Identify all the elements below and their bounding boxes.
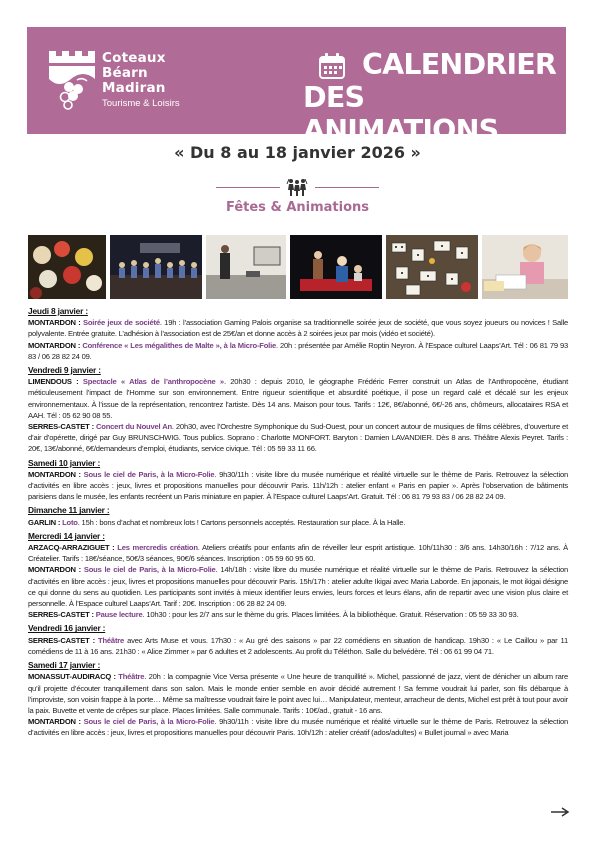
event-item [28, 716, 568, 738]
photo-theatre-stage [206, 235, 286, 299]
brand-block [102, 51, 180, 110]
event-title: Sous le ciel de Paris, à la Micro-Folie [83, 717, 215, 727]
event-details: . 9h30/11h : visite libre du musée numérique et réalité virtuelle sur le thème de Paris. Retrouvez la sélection d’activités en libre accès : jeux, livres et propositions manuelles pour découvrir Paris. 10h/12h : atelier créatif (ados/adultes) « Bullet journal » avec Maria [28, 717, 568, 738]
event-place: ARZACQ-ARRAZIGUET : [28, 543, 115, 553]
event-place: GARLIN : [28, 517, 61, 527]
event-details: . 14h/18h : visite libre du musée numérique et réalité virtuelle sur le thème de Paris. Retrouvez la sélection d’activités en libre accès : jeux, livres et propositions manuelles pour découvrir Paris. 15h/17h : atelier adulte Ikigai avec Maria Laborde. En japonais, le mot ikigai désigne ce qui donne du sens au quotidien. Les participants sont invités à mieux identifier leurs envies, leurs forces et leurs élans, afin de repartir avec une vision plus claire et personnelle. À l’Espace culturel Laaps’Art. Tarif : 20€. Inscription : 06 28 82 24 09. [28, 565, 569, 609]
period-heading: « Du 8 au 18 janvier 2026 » [174, 143, 421, 162]
banner-title [303, 48, 557, 147]
event-details: . 20h30 : depuis 2010, le géographe Frédéric Ferrer construit un Atlas de l’Anthropocène, étudiant méticuleusement l’impact de l’Homme sur son environnement. Entre rigueur scientifique et absurdité poétique, il pose un regard calé et décalé sur les enjeux environnementaux. À l’issue de la représentation, rencontrez l’artiste. Dès 14 ans. Maison pour tous. Tarifs : 12€, 8€/abonné, 6€/-26 ans, chômeurs, allocataires RSA et AAH. Tél : 05 62 90 08 55. [28, 377, 568, 420]
event-details: . 9h30/11h : visite libre du musée numérique et réalité virtuelle sur le thème de Paris. Retrouvez la sélection d’activités en libre accès : jeux, livres et propositions manuelles pour découvrir Paris. 11h/12h : atelier enfant « Paris en papier ». Après l’observation de bâtiments parisiens dans le musée, les enfants recréent un Paris miniature en papier. À l’Espace culturel Laaps’Art. Gratuit. Tél : 06 81 79 93 83 / 06 28 82 24 09. [28, 469, 568, 502]
day-heading: Jeudi 8 janvier : [28, 306, 88, 316]
brand-line-2: Béarn [102, 65, 148, 81]
event-place: SERRES-CASTET : [28, 610, 94, 620]
event-title: Spectacle « Atlas de l’anthropocène » [82, 377, 224, 387]
event-details: . 20h : la compagnie Vice Versa présente « Une heure de tranquillité ». Michel, passionné de jazz, vient de dénicher un album rare qu’il projette d’écouter tranquillement dans son salon. Mais le monde entier semble en avoir décidé autrement ! Sa femme voudrait lui parler, son fils débarque à l’improviste, son voisin frappe à la porte… Même sa maîtresse voudrait faire le point avec lui… Manipulateur, menteur, arracheur de dents, Michel est prêt à tout pour avoir la paix. Buvette et vente de crêpes sur place. Places limitées. Salle communale. Tarifs : 10€/ad., gratuit - 16 ans. [28, 672, 569, 715]
event-details: . 10h30 : pour les 2/7 ans sur le thème du gris. Places limitées. À la bibliothèque. Gratuit. Réservation : 05 59 33 30 93. [142, 610, 519, 620]
event-place: LIMENDOUS : [28, 377, 79, 387]
event-item [28, 340, 568, 362]
event-place: MONTARDON : [28, 318, 81, 328]
banner-title-line-2: DES ANIMATIONS [303, 81, 499, 147]
day-heading: Vendredi 9 janvier : [28, 365, 101, 376]
section-divider-right [315, 187, 379, 188]
brand-subtitle: Tourisme & Loisirs [102, 98, 180, 109]
section-divider-left [216, 187, 280, 188]
event-item [28, 542, 568, 564]
party-people-icon [286, 178, 308, 197]
photo-child-reading [482, 235, 568, 299]
event-item [28, 635, 568, 657]
event-item [28, 564, 568, 609]
photo-performance [290, 235, 382, 299]
event-title: Conférence « Les mégalithes de Malte », à la Micro-Folie [82, 340, 277, 350]
header-banner [27, 27, 566, 147]
day-heading: Vendredi 16 janvier : [28, 623, 106, 634]
castle-logo-icon [47, 49, 97, 111]
photo-orchestra [110, 235, 202, 299]
event-title: Sous le ciel de Paris, à la Micro-Folie [83, 469, 215, 479]
event-title: Pause lecture [95, 610, 143, 620]
event-details: . 19h : l’association Gaming Palois organise sa traditionnelle soirée jeux de société, que vous soyez joueurs ou novices ! Salle polyvalente. Entrée gratuite. L’adhésion à l’association est de 25€/an et donne accès à 2 soirées jeux par mois (vidéo et société). [28, 318, 568, 339]
event-place: SERRES-CASTET : [28, 635, 95, 645]
event-title: Théâtre [118, 672, 145, 682]
brand-line-3: Madiran [102, 80, 166, 96]
event-details: . Ateliers créatifs pour enfants afin de réveiller leur esprit artistique. 10h/11h30 : 3/6 ans. 14h30/16h : 7/12 ans. À Créatelier. Tarifs : 18€/séance, 50€/3 séances, 90€/6 séances. Inscription : 05 59 60 95 60. [28, 543, 568, 564]
event-place: MONTARDON : [28, 717, 81, 727]
event-item [28, 376, 568, 421]
brand-line-1: Coteaux [102, 50, 166, 66]
photo-dominoes [386, 235, 478, 299]
event-title: Théâtre [98, 635, 125, 645]
event-title: Concert du Nouvel An [96, 422, 172, 432]
event-item [28, 517, 568, 528]
event-item [28, 609, 568, 620]
event-item [28, 317, 568, 339]
day-heading: Samedi 10 janvier : [28, 457, 101, 468]
event-title: Les mercredis création [117, 543, 198, 553]
event-title: Soirée jeux de société [82, 318, 160, 328]
event-details: . 15h : bons d’achat et nombreux lots ! Cartons personnels acceptés. Restauration sur place. À la Halle. [77, 517, 406, 527]
event-item [28, 671, 568, 716]
event-place: SERRES-CASTET : [28, 422, 94, 432]
events-list [28, 306, 568, 739]
event-place: MONTARDON : [28, 469, 81, 479]
event-details: . 20h : présentée par Amélie Roptin Neyron. À l’Espace culturel Laaps’Art. Tél : 06 81 79 93 83 / 06 28 82 24 09. [28, 340, 568, 361]
event-item [28, 469, 568, 503]
banner-title-line-1: CALENDRIER [362, 48, 557, 81]
next-page-arrow-icon[interactable] [550, 806, 570, 818]
photo-board-game [28, 235, 106, 299]
event-place: MONTARDON : [28, 340, 81, 350]
day-heading: Mercredi 14 janvier : [28, 530, 105, 541]
day-heading: Samedi 17 janvier : [28, 660, 101, 671]
event-title: Sous le ciel de Paris, à la Micro-Folie [83, 565, 216, 575]
event-item [28, 421, 568, 455]
event-details: . 20h30, avec l’Orchestre Symphonique du Sud-Ouest, pour un concert autour de musiques de films célèbres, d’ouverture et d’air d’opérette, dirigé par Guy BRUNSCHWIG. Tous publics. Soprano : Charlotte MONFORT. Baryton : Damien LAVANDIER. Dès 8 ans. Théâtre Alexis Peyret. Tarifs : 20€, 13€/abonné, 6€/demandeurs d’emploi, étudiants, service civique. Tél : 05 59 33 11 66. [28, 422, 568, 454]
event-place: MONASSUT-AUDIRACQ : [28, 672, 116, 682]
day-heading: Dimanche 11 janvier : [28, 505, 110, 516]
event-details: avec Arts Muse et vous. 17h30 : « Au gré des saisons » par 22 comédiens en situation de handicap. 19h30 : « Le Caillou » par 11 comédiens de 11 à 16 ans. 21h30 : « Alice Zimmer » par 6 adultes et 2 adolescents. Au profit du Téléthon. Salle du belvédère. Tél : 06 61 99 04 71. [28, 635, 568, 656]
event-place: MONTARDON : [28, 565, 82, 575]
event-title: Loto [62, 517, 78, 527]
section-title: Fêtes & Animations [225, 200, 369, 215]
